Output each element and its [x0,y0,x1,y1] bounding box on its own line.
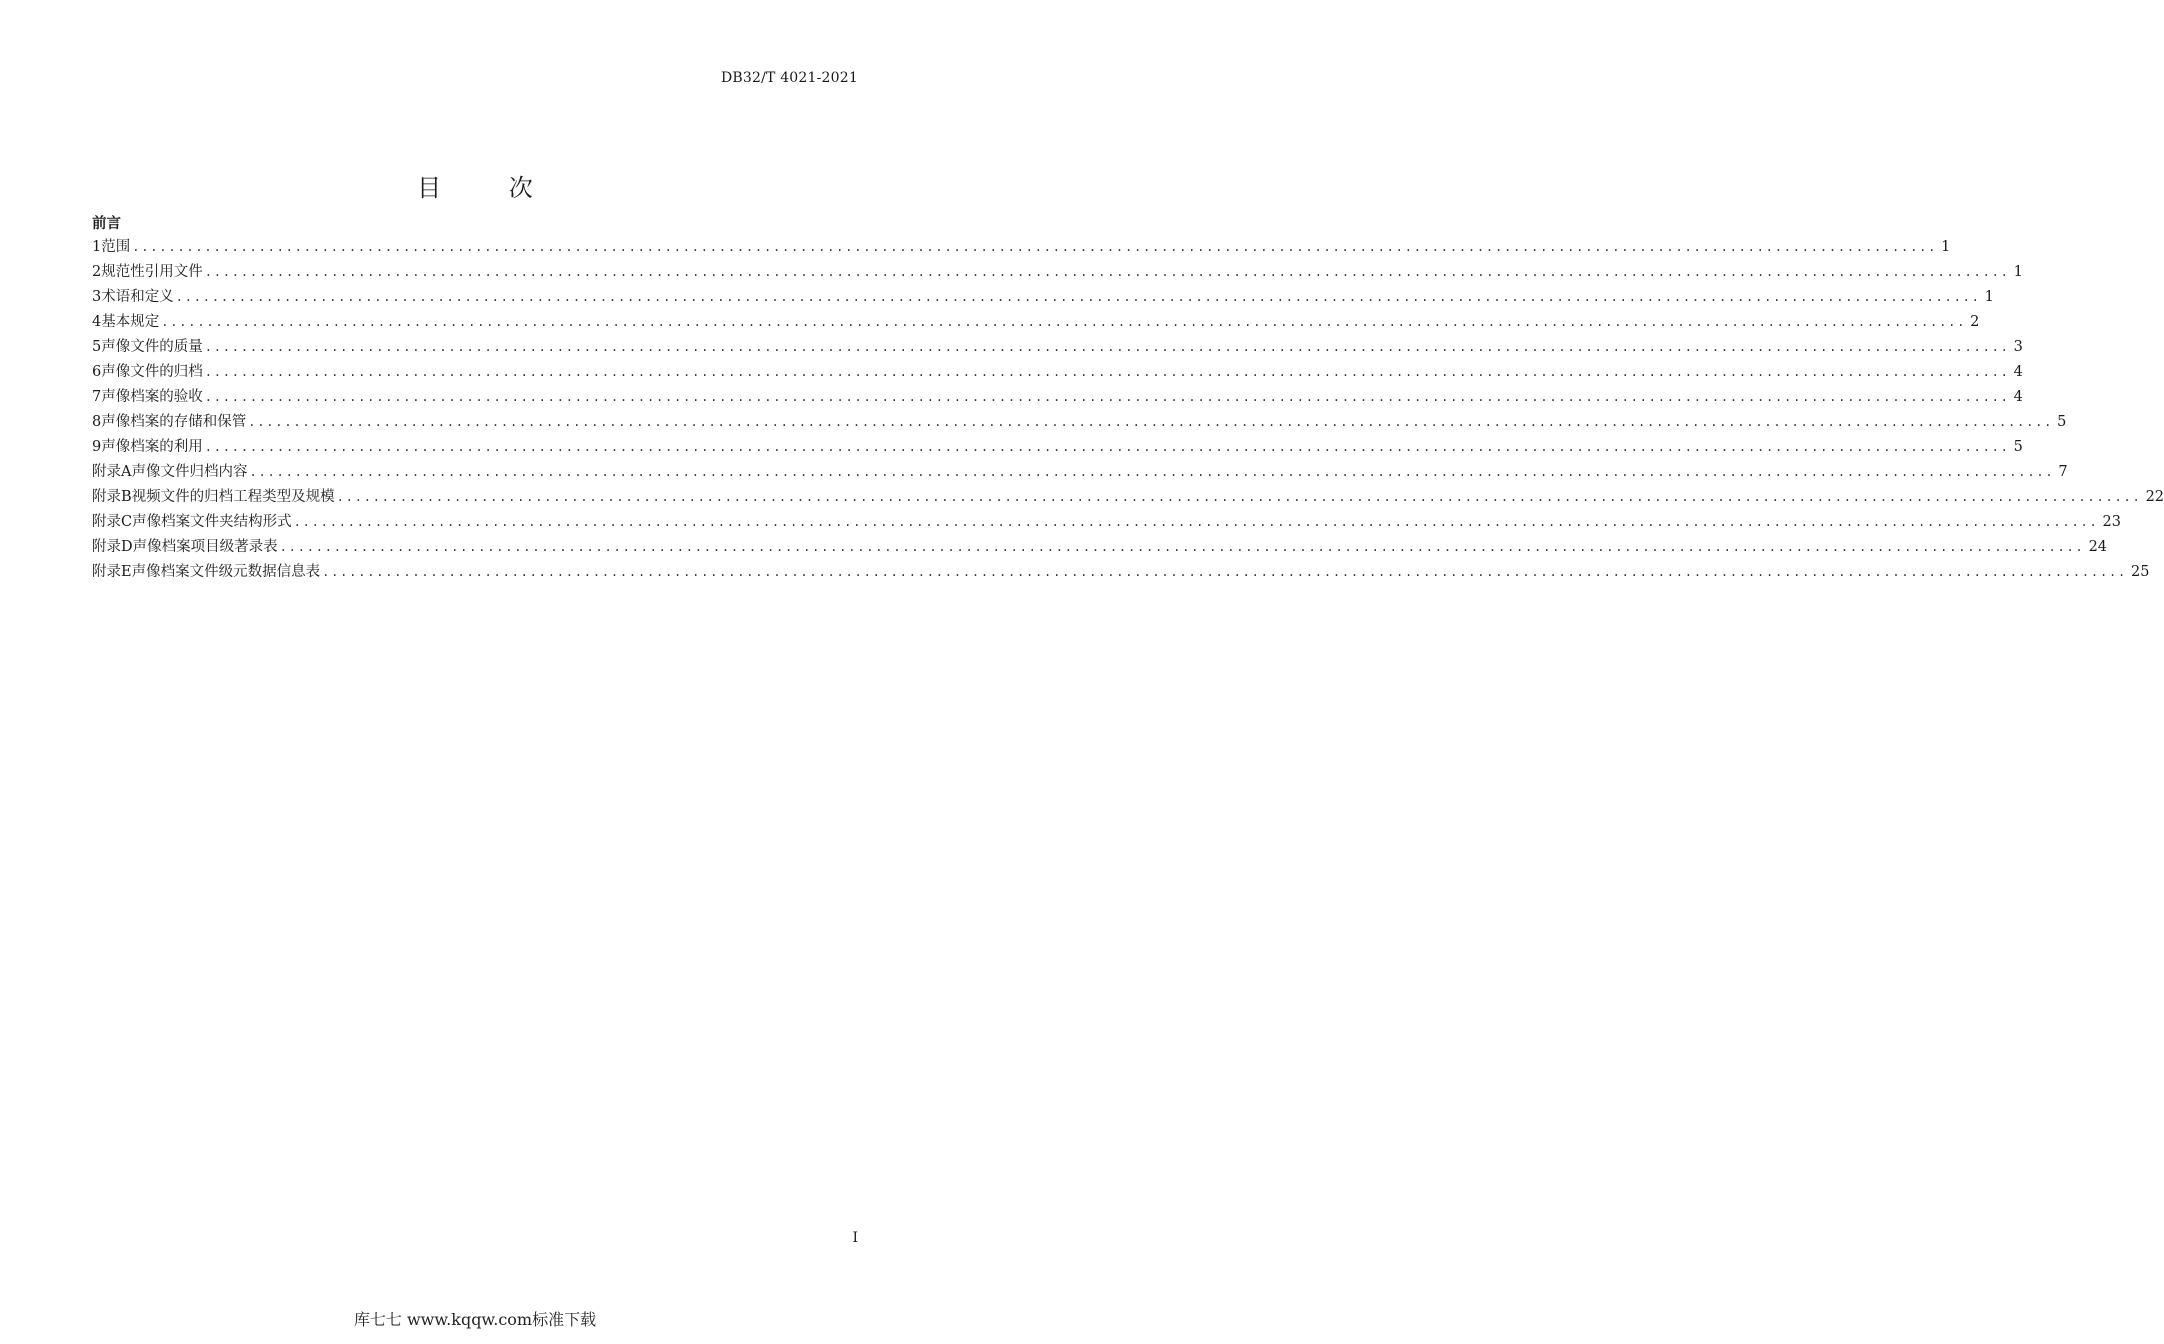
toc-foreword: 前言 [92,215,121,232]
toc-entry[interactable] [92,460,2068,485]
toc-dot-leader: ........................................................................................................................................................................................................ [204,365,2010,379]
toc-dot-leader: ........................................................................................................................................................................................................ [293,515,2099,529]
toc-entry-title: 声像档案的利用 [101,439,203,455]
toc-entry-title: 范围 [101,239,131,255]
toc-entry-number: 7 [92,389,102,405]
footer-watermark: 库七七 www.kqqw.com标准下载 [353,1310,597,1329]
toc-entry-number: 2 [92,264,102,280]
toc-entry-page: 1 [1941,239,1951,255]
toc-entry[interactable] [92,360,2023,385]
toc-entry-number: 附录D [92,539,133,555]
toc-entry-title: 声像档案文件夹结构形式 [132,514,292,530]
toc-entry-page: 1 [1984,289,1994,305]
toc-dot-leader: ........................................................................................................................................................................................................ [204,440,2010,454]
toc-entry-page: 22 [2145,489,2164,505]
toc-list [92,235,2164,585]
toc-entry[interactable] [92,560,2150,585]
toc-entry[interactable] [92,235,1951,260]
toc-entry-number: 3 [92,289,102,305]
toc-entry-page: 24 [2088,539,2108,555]
toc-entry-title: 声像档案文件级元数据信息表 [131,564,321,580]
toc-entry-title: 规范性引用文件 [101,264,203,280]
page-number: I [852,1230,858,1246]
toc-entry-number: 6 [92,364,102,380]
toc-entry-page: 2 [1970,314,1980,330]
toc-entry-page: 3 [2013,339,2023,355]
toc-entry-page: 25 [2131,564,2150,580]
toc-dot-leader: ........................................................................................................................................................................................................ [204,390,2010,404]
toc-dot-leader: ........................................................................................................................................................................................................ [132,240,1938,254]
toc-entry-number: 附录B [92,489,132,505]
toc-entry-page: 5 [2057,414,2067,430]
toc-entry-page: 23 [2102,514,2121,530]
toc-entry-title: 声像文件的质量 [101,339,203,355]
toc-entry-title: 基本规定 [101,314,160,330]
toc-entry-number: 5 [92,339,102,355]
toc-dot-leader: ........................................................................................................................................................................................................ [279,540,2085,554]
toc-entry-title: 声像文件的归档 [101,364,203,380]
toc-entry-number: 附录E [92,564,132,580]
toc-dot-leader: ........................................................................................................................................................................................................ [249,465,2055,479]
toc-entry-number: 9 [92,439,102,455]
toc-entry[interactable] [92,510,2121,535]
toc-entry[interactable] [92,260,2023,285]
toc-dot-leader: ........................................................................................................................................................................................................ [248,415,2054,429]
toc-entry-number: 附录A [92,464,132,480]
toc-entry-title: 声像档案的存储和保管 [101,414,247,430]
toc-dot-leader: ........................................................................................................................................................................................................ [175,290,1981,304]
toc-entry-number: 4 [92,314,102,330]
toc-entry[interactable] [92,385,2023,410]
toc-entry-page: 5 [2013,439,2023,455]
toc-dot-leader: ........................................................................................................................................................................................................ [161,315,1967,329]
toc-entry[interactable] [92,285,1994,310]
toc-entry-page: 1 [2013,264,2023,280]
toc-entry[interactable] [92,335,2023,360]
toc-entry-page: 4 [2013,364,2023,380]
toc-entry-title: 声像档案项目级著录表 [132,539,278,555]
toc-dot-leader: ........................................................................................................................................................................................................ [204,340,2010,354]
toc-title: 目 次 [417,174,563,202]
toc-entry-number: 8 [92,414,102,430]
toc-entry-number: 1 [92,239,102,255]
toc-dot-leader: ........................................................................................................................................................................................................ [322,565,2128,579]
toc-entry-number: 附录C [92,514,133,530]
toc-entry[interactable] [92,535,2108,560]
toc-entry-title: 声像档案的验收 [101,389,203,405]
toc-entry-page: 4 [2013,389,2023,405]
toc-entry-title: 术语和定义 [101,289,174,305]
document-code: DB32/T 4021-2021 [720,70,858,86]
toc-entry-page: 7 [2058,464,2068,480]
toc-entry[interactable] [92,485,2164,510]
toc-entry-title: 声像文件归档内容 [131,464,248,480]
toc-dot-leader: ........................................................................................................................................................................................................ [336,490,2142,504]
toc-entry[interactable] [92,310,1980,335]
toc-entry-title: 视频文件的归档工程类型及规模 [131,489,335,505]
toc-entry[interactable] [92,410,2067,435]
toc-dot-leader: ........................................................................................................................................................................................................ [204,265,2010,279]
toc-entry[interactable] [92,435,2023,460]
